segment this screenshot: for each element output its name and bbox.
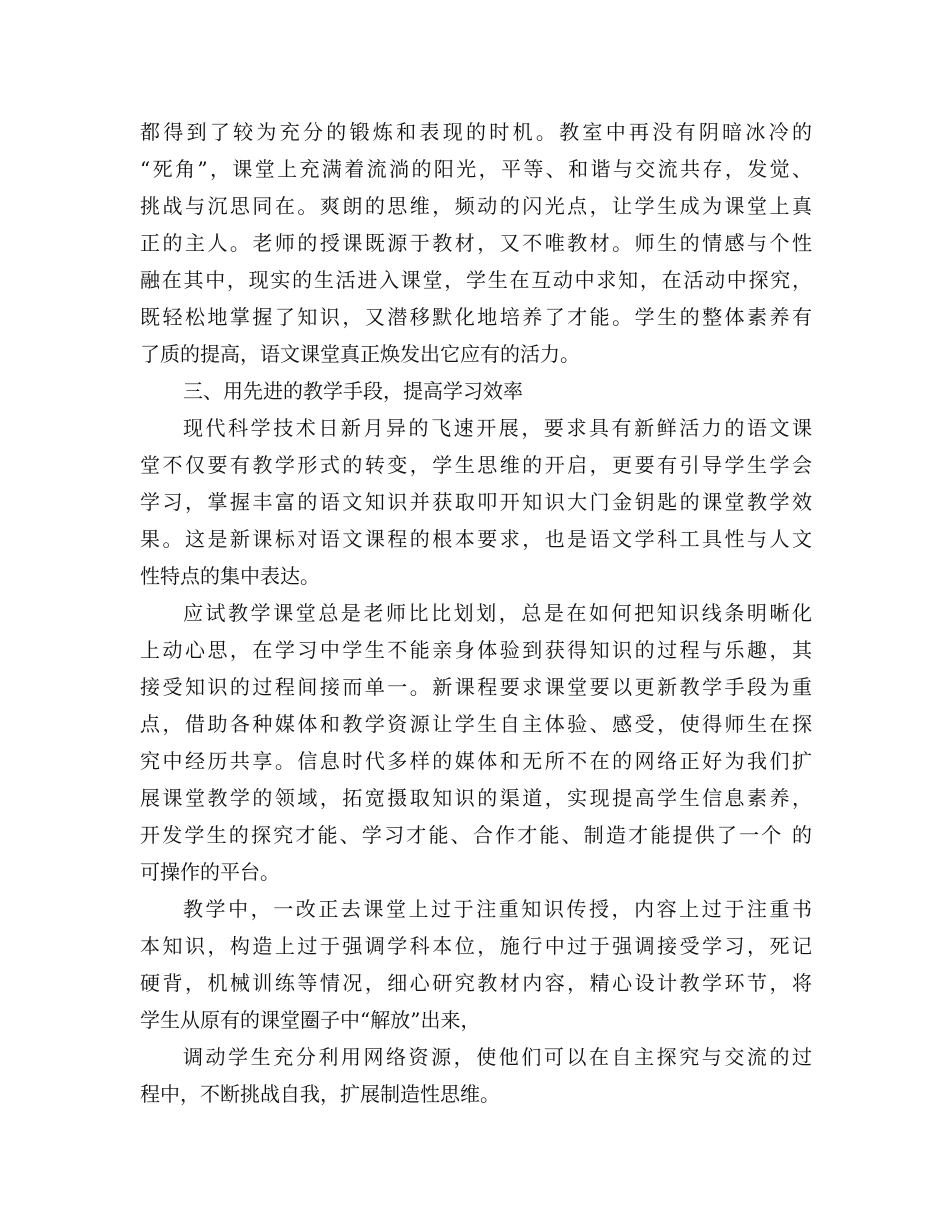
- text-line: 果。这是新课标对语文课程的根本要求，也是语文学科工具性与人文: [140, 527, 812, 551]
- text-line: 都得到了较为充分的锻炼和表现的时机。教室中再没有阴暗冰冷的: [140, 120, 812, 144]
- text-line: 究中经历共享。信息时代多样的媒体和无所不在的网络正好为我们扩: [140, 749, 812, 773]
- text-line: 本知识，构造上过于强调学科本位，施行中过于强调接受学习，死记: [140, 934, 812, 958]
- text-line: 上动心思，在学习中学生不能亲身体验到获得知识的过程与乐趣，其: [140, 638, 812, 662]
- text-line: 点，借助各种媒体和教学资源让学生自主体验、感受，使得师生在探: [140, 712, 812, 736]
- text-line: 接受知识的过程间接而单一。新课程要求课堂要以更新教学手段为重: [140, 675, 812, 699]
- text-line: 可操作的平台。: [140, 860, 280, 884]
- text-line: 展课堂教学的领域，拓宽摄取知识的渠道，实现提高学生信息素养，: [140, 786, 812, 810]
- text-line: 程中，不断挑战自我，扩展制造性思维。: [140, 1082, 500, 1106]
- text-line: 学生从原有的课堂圈子中“解放”出来，: [140, 1008, 481, 1032]
- text-line: 硬背，机械训练等情况，细心研究教材内容，精心设计教学环节，将: [140, 971, 812, 995]
- body-text: [140, 114, 812, 1113]
- text-line: 融在其中，现实的生活进入课堂，学生在互动中求知，在活动中探究，: [140, 268, 812, 292]
- text-line: 性特点的集中表达。: [140, 564, 320, 588]
- text-line: 现代科学技术日新月异的飞速开展，要求具有新鲜活力的语文课: [183, 416, 812, 440]
- text-line: 开发学生的探究才能、学习才能、合作才能、制造才能提供了一个 的: [140, 823, 812, 847]
- text-line: 挑战与沉思同在。爽朗的思维，频动的闪光点，让学生成为课堂上真: [140, 194, 812, 218]
- text-line: 正的主人。老师的授课既源于教材，又不唯教材。师生的情感与个性: [140, 231, 812, 255]
- text-line: 应试教学课堂总是老师比比划划，总是在如何把知识线条明晰化: [183, 601, 812, 625]
- text-line: 学习，掌握丰富的语文知识并获取叩开知识大门金钥匙的课堂教学效: [140, 490, 812, 514]
- text-line: 教学中，一改正去课堂上过于注重知识传授，内容上过于注重书: [183, 897, 812, 921]
- text-line: 堂不仅要有教学形式的转变，学生思维的开启，更要有引导学生学会: [140, 453, 812, 477]
- text-line: 调动学生充分利用网络资源，使他们可以在自主探究与交流的过: [183, 1045, 812, 1069]
- text-line: 三、用先进的教学手段，提高学习效率: [183, 379, 523, 403]
- text-line: “死角”，课堂上充满着流淌的阳光，平等、和谐与交流共存，发觉、: [140, 157, 812, 181]
- text-line: 既轻松地掌握了知识，又潜移默化地培养了才能。学生的整体素养有: [140, 305, 812, 329]
- text-line: 了质的提高，语文课堂真正焕发出它应有的活力。: [140, 342, 580, 366]
